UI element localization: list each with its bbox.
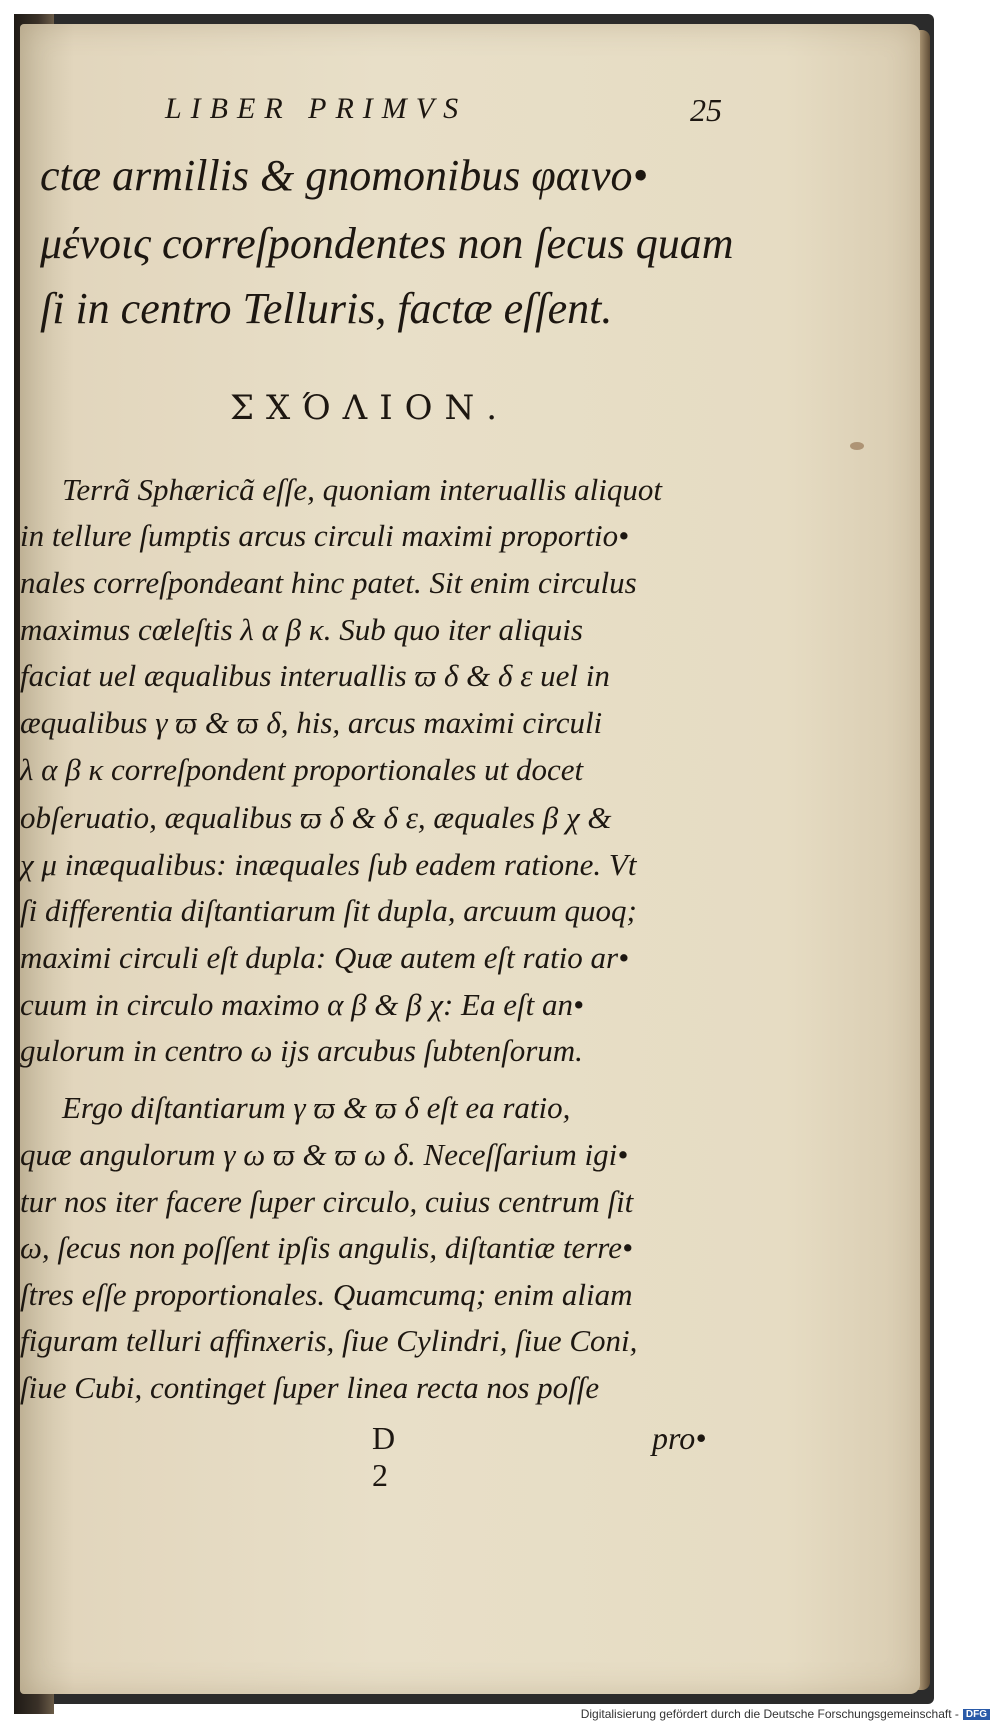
text-line: Terrã Sphæricã eſſe, quoniam interuallis aliquot <box>62 472 662 507</box>
text-line: obſeruatio, æqualibus ϖ δ & δ ε, æquales β χ & <box>20 800 612 835</box>
text-line: faciat uel æqualibus interuallis ϖ δ & δ ε uel in <box>20 658 610 693</box>
text-line: quæ angulorum γ ω ϖ & ϖ ω δ. Neceſſarium igi• <box>20 1137 629 1172</box>
section-heading: ΣΧΌΛΙΟΝ. <box>230 388 510 428</box>
running-title: LIBER PRIMVS <box>165 92 468 125</box>
text-line: ſiue Cubi, continget ſuper linea recta nos poſſe <box>20 1370 600 1405</box>
text-line: maximus cœleſtis λ α β κ. Sub quo iter aliquis <box>20 612 583 647</box>
credit-text: Digitalisierung gefördert durch die Deutsche Forschungsgemeinschaft - <box>580 1707 959 1721</box>
text-line: gulorum in centro ω ijs arcubus ſubtenſorum. <box>20 1033 583 1068</box>
text-line: ſi in centro Telluris, factæ eſſent. <box>40 284 613 333</box>
text-line: æqualibus γ ϖ & ϖ δ, his, arcus maximi circuli <box>20 705 603 740</box>
catchword: pro• <box>652 1420 707 1456</box>
digitization-credit <box>500 1707 990 1725</box>
text-line: in tellure ſumptis arcus circuli maximi proportio• <box>20 518 629 553</box>
page-number: 25 <box>690 92 722 128</box>
text-line: ctæ armillis & gnomonibus φαινο• <box>40 151 648 200</box>
text-line: μένοις correſpondentes non ſecus quam <box>40 219 734 268</box>
text-line: ω, ſecus non poſſent ipſis angulis, diſtantiæ terre• <box>20 1230 633 1265</box>
text-line: ſi differentia diſtantiarum ſit dupla, arcuum quoq; <box>20 893 637 928</box>
foxing-spot <box>850 442 864 450</box>
text-line: ſtres eſſe proportionales. Quamcumq; enim aliam <box>20 1277 633 1312</box>
text-line: Ergo diſtantiarum γ ϖ & ϖ δ eſt ea ratio, <box>62 1090 571 1125</box>
dfg-logo: DFG <box>963 1709 990 1720</box>
text-line: maximi circuli eſt dupla: Quæ autem eſt ratio ar• <box>20 940 629 975</box>
text-line: cuum in circulo maximo α β & β χ: Ea eſt an• <box>20 987 584 1022</box>
text-line: tur nos iter facere ſuper circulo, cuius centrum ſit <box>20 1184 634 1219</box>
text-line: λ α β κ correſpondent proportionales ut docet <box>20 752 584 787</box>
signature-mark: D 2 <box>372 1420 414 1493</box>
text-line: nales correſpondeant hinc patet. Sit enim circulus <box>20 565 637 600</box>
text-line: χ μ inæqualibus: inæquales ſub eadem ratione. Vt <box>20 847 637 882</box>
text-line: figuram telluri affinxeris, ſiue Cylindri, ſiue Coni, <box>20 1323 638 1358</box>
